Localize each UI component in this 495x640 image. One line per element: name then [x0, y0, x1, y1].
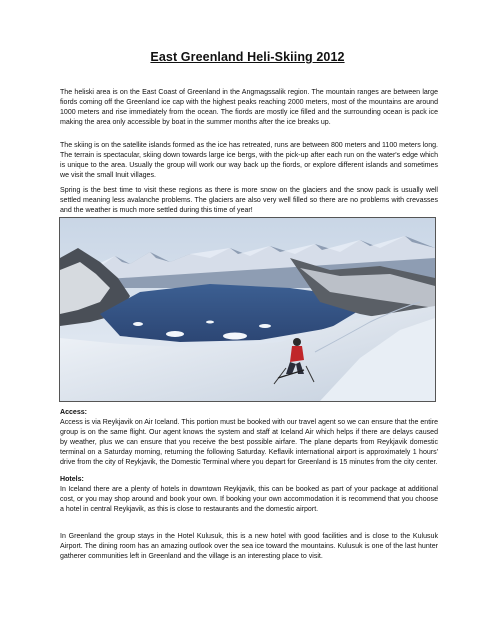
- intro-paragraph-3: [60, 186, 438, 216]
- hotels-heading: Hotels:: [60, 476, 84, 483]
- heli-skiing-photo: [59, 217, 436, 402]
- paragraph-text: In Greenland the group stays in the Hotel Kulusuk, this is a new hotel with good facilities and is close to the Kulusuk Airport. The dining room has an amazing outlook over the sea ice toward the mountains. Kulusuk is one of the last hunter gatherer communities left in Greenland and the village is an interesting place to visit.: [60, 533, 438, 560]
- access-text: Access is via Reykjavik on Air Iceland. This portion must be booked with our travel agent so we can ensure that the entire group is on the same flight. Our agent knows the system and staff at Iceland Air which helps if there are delays caused by weather, plus we can ensure that you receive the best possible airfare. The plane departs from Reykjavik domestic terminal on a Saturday morning, returning the following Saturday. Keflavik international airport is approximately 1 hours' drive from the city of Reykjavik, the Domestic Terminal where you depart for Greenland is 15 minutes from the city center.: [60, 419, 438, 466]
- hotels-text: In Iceland there are a plenty of hotels in downtown Reykjavik, this can be booked as part of your package at additional cost, or you may shop around and book your own. If booking your own accommodation it is recommend that you choose a hotel in central Reykjavik, as this is close to restaurants and the domestic airport.: [60, 486, 438, 513]
- page-title: East Greenland Heli-Skiing 2012: [150, 50, 345, 64]
- hotels-section: [60, 475, 438, 515]
- greenland-hotel-paragraph: [60, 532, 438, 562]
- paragraph-text: The skiing is on the satellite islands formed as the ice has retreated, runs are between 800 meters and 1100 meters long. The terrain is spectacular, skiing down towards large ice bergs, with the pick-up after each run on the water's edge which is unique to the area. Usually the group will work our way back up the fiords, or explore different islands and sometimes we visit the small Inuit villages.: [60, 142, 438, 179]
- intro-paragraph-2: [60, 141, 438, 181]
- paragraph-text: The heliski area is on the East Coast of Greenland in the Angmagssalik region. The mountain ranges are between large fiords coming off the Greenland ice cap with the highest peaks reaching 2000 meters, most of the mountains are around 1000 meters and rise immediately from the ocean. The fiords are mostly ice filled and the surrounding ocean is pack ice making the area only accessible by boat in the summer months after the ice breaks up.: [60, 89, 438, 126]
- intro-paragraph-1: [60, 88, 438, 128]
- access-heading: Access:: [60, 409, 88, 416]
- paragraph-text: Spring is the best time to visit these regions as there is more snow on the glaciers and the snow pack is usually well settled meaning less avalanche problems. The glaciers are also very well filled so there are no problems with crevasses and the weather is much more settled during this time of year!: [60, 187, 438, 214]
- access-section: [60, 408, 438, 468]
